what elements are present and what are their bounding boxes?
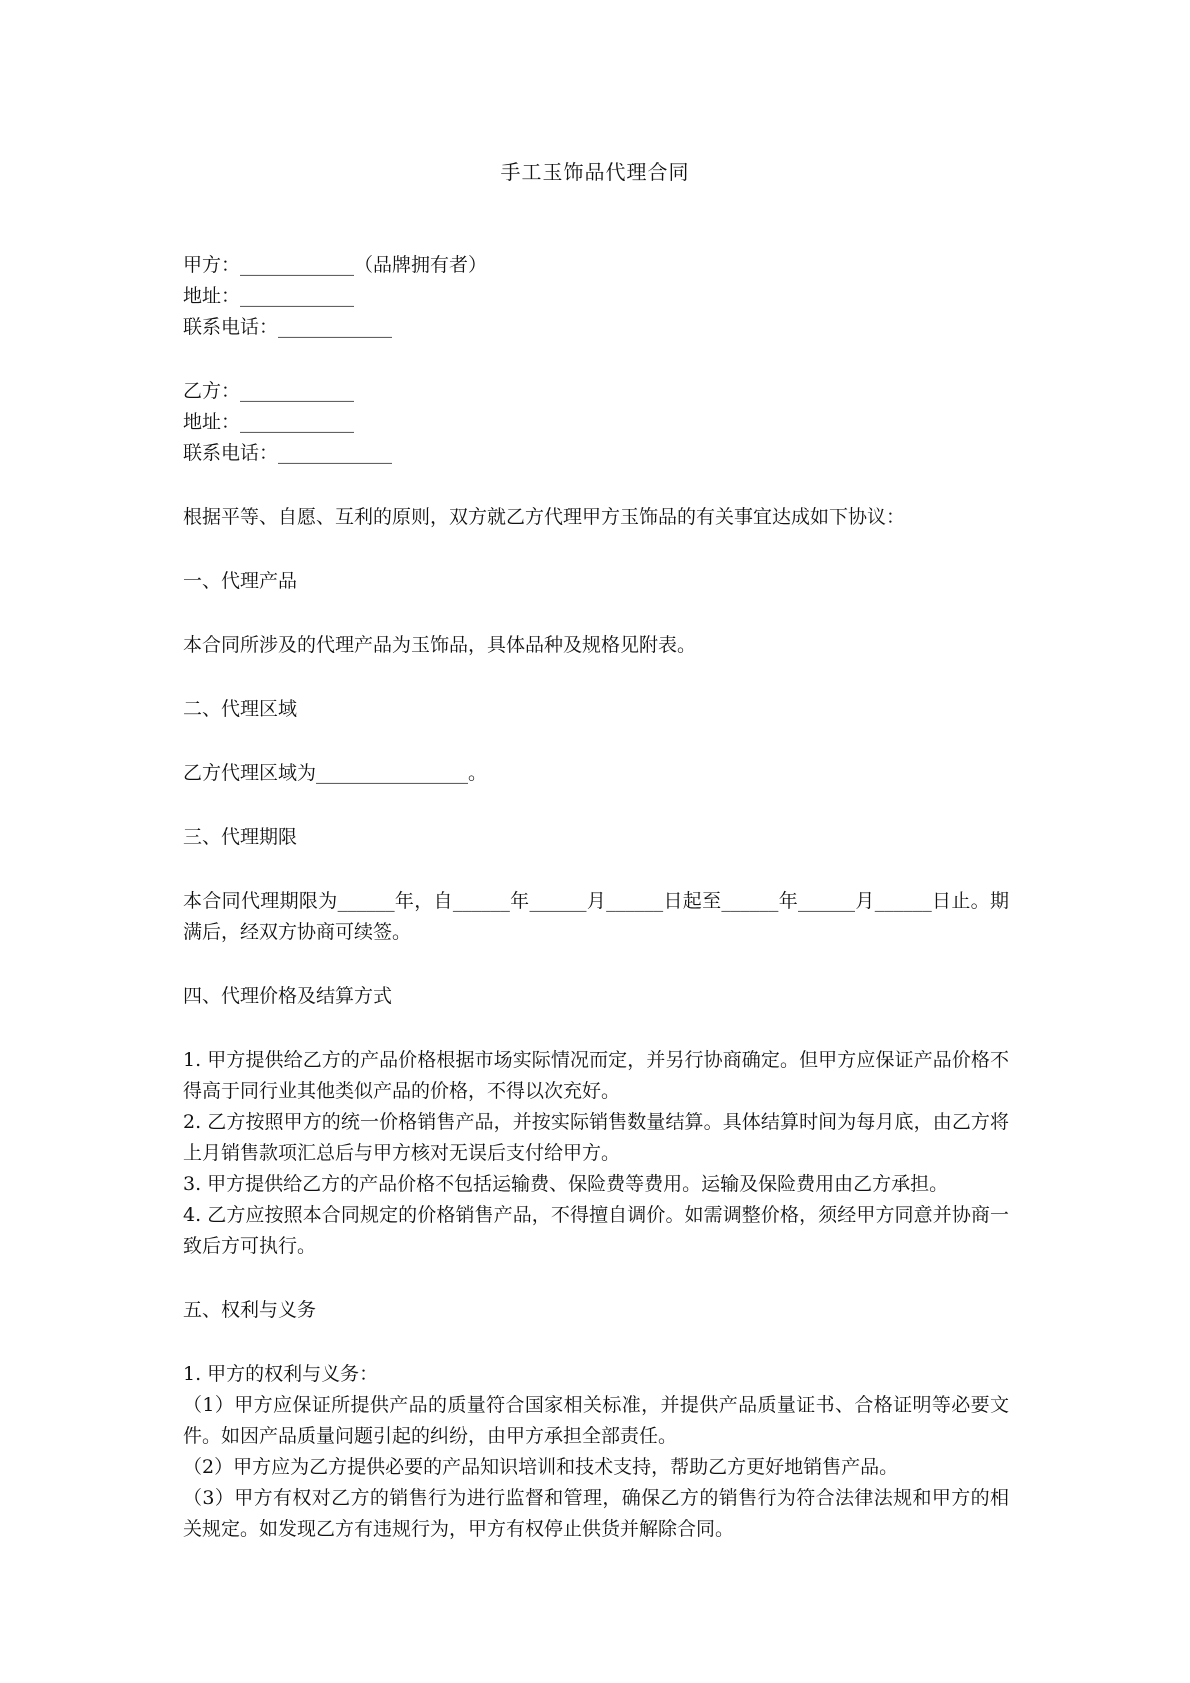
section-3-heading: 三、代理期限 bbox=[183, 826, 298, 848]
spacer bbox=[183, 789, 1009, 822]
spacer bbox=[183, 948, 1009, 981]
section-2-heading: 二、代理区域 bbox=[183, 698, 298, 720]
section-5-sub-heading: 1. 甲方的权利与义务： bbox=[183, 1363, 379, 1385]
party-a-address: 地址：____________ bbox=[183, 285, 355, 307]
section-5-item: （3）甲方有权对乙方的销售行为进行监督和管理，确保乙方的销售行为符合法律法规和甲方的相关规定。如发现乙方有违规行为，甲方有权停止供货并解除合同。 bbox=[183, 1487, 1009, 1540]
section-4-item: 3. 甲方提供给乙方的产品价格不包括运输费、保险费等费用。运输及保险费用由乙方承担。 bbox=[183, 1173, 949, 1195]
document-title: 手工玉饰品代理合同 bbox=[500, 160, 690, 184]
section-4-item: 1. 甲方提供给乙方的产品价格根据市场实际情况而定，并另行协商确定。但甲方应保证产品价格不得高于同行业其他类似产品的价格，不得以次充好。 bbox=[183, 1049, 1009, 1102]
spacer bbox=[183, 469, 1009, 502]
preamble: 根据平等、自愿、互利的原则，双方就乙方代理甲方玉饰品的有关事宜达成如下协议： bbox=[183, 506, 906, 528]
party-b-name: 乙方：____________ bbox=[183, 380, 355, 402]
section-5-item: （2）甲方应为乙方提供必要的产品知识培训和技术支持，帮助乙方更好地销售产品。 bbox=[183, 1456, 899, 1478]
section-4-heading: 四、代理价格及结算方式 bbox=[183, 985, 393, 1007]
document-body bbox=[183, 250, 1009, 1545]
spacer bbox=[183, 1012, 1009, 1045]
spacer bbox=[183, 1326, 1009, 1359]
party-a-name: 甲方：____________（品牌拥有者） bbox=[183, 254, 488, 276]
spacer bbox=[183, 533, 1009, 566]
spacer bbox=[183, 661, 1009, 694]
section-4-item: 2. 乙方按照甲方的统一价格销售产品，并按实际销售数量结算。具体结算时间为每月底，由乙方将上月销售款项汇总后与甲方核对无误后支付给甲方。 bbox=[183, 1111, 1009, 1164]
party-b-address: 地址：____________ bbox=[183, 411, 355, 433]
party-a-phone: 联系电话：____________ bbox=[183, 316, 393, 338]
section-3-body: 本合同代理期限为______年，自______年______月______日起至______年______月______日止。期满后，经双方协商可续签。 bbox=[183, 890, 1009, 943]
spacer bbox=[183, 853, 1009, 886]
section-1-body: 本合同所涉及的代理产品为玉饰品，具体品种及规格见附表。 bbox=[183, 634, 697, 656]
party-b-phone: 联系电话：____________ bbox=[183, 442, 393, 464]
section-4-item: 4. 乙方应按照本合同规定的价格销售产品，不得擅自调价。如需调整价格，须经甲方同意并协商一致后方可执行。 bbox=[183, 1204, 1009, 1257]
section-5-heading: 五、权利与义务 bbox=[183, 1299, 317, 1321]
section-5-item: （1）甲方应保证所提供产品的质量符合国家相关标准，并提供产品质量证书、合格证明等必要文件。如因产品质量问题引起的纠纷，由甲方承担全部责任。 bbox=[183, 1394, 1009, 1447]
spacer bbox=[183, 597, 1009, 630]
section-2-body: 乙方代理区域为________________。 bbox=[183, 762, 488, 784]
section-1-heading: 一、代理产品 bbox=[183, 570, 298, 592]
spacer bbox=[183, 1262, 1009, 1295]
spacer bbox=[183, 343, 1009, 376]
spacer bbox=[183, 725, 1009, 758]
